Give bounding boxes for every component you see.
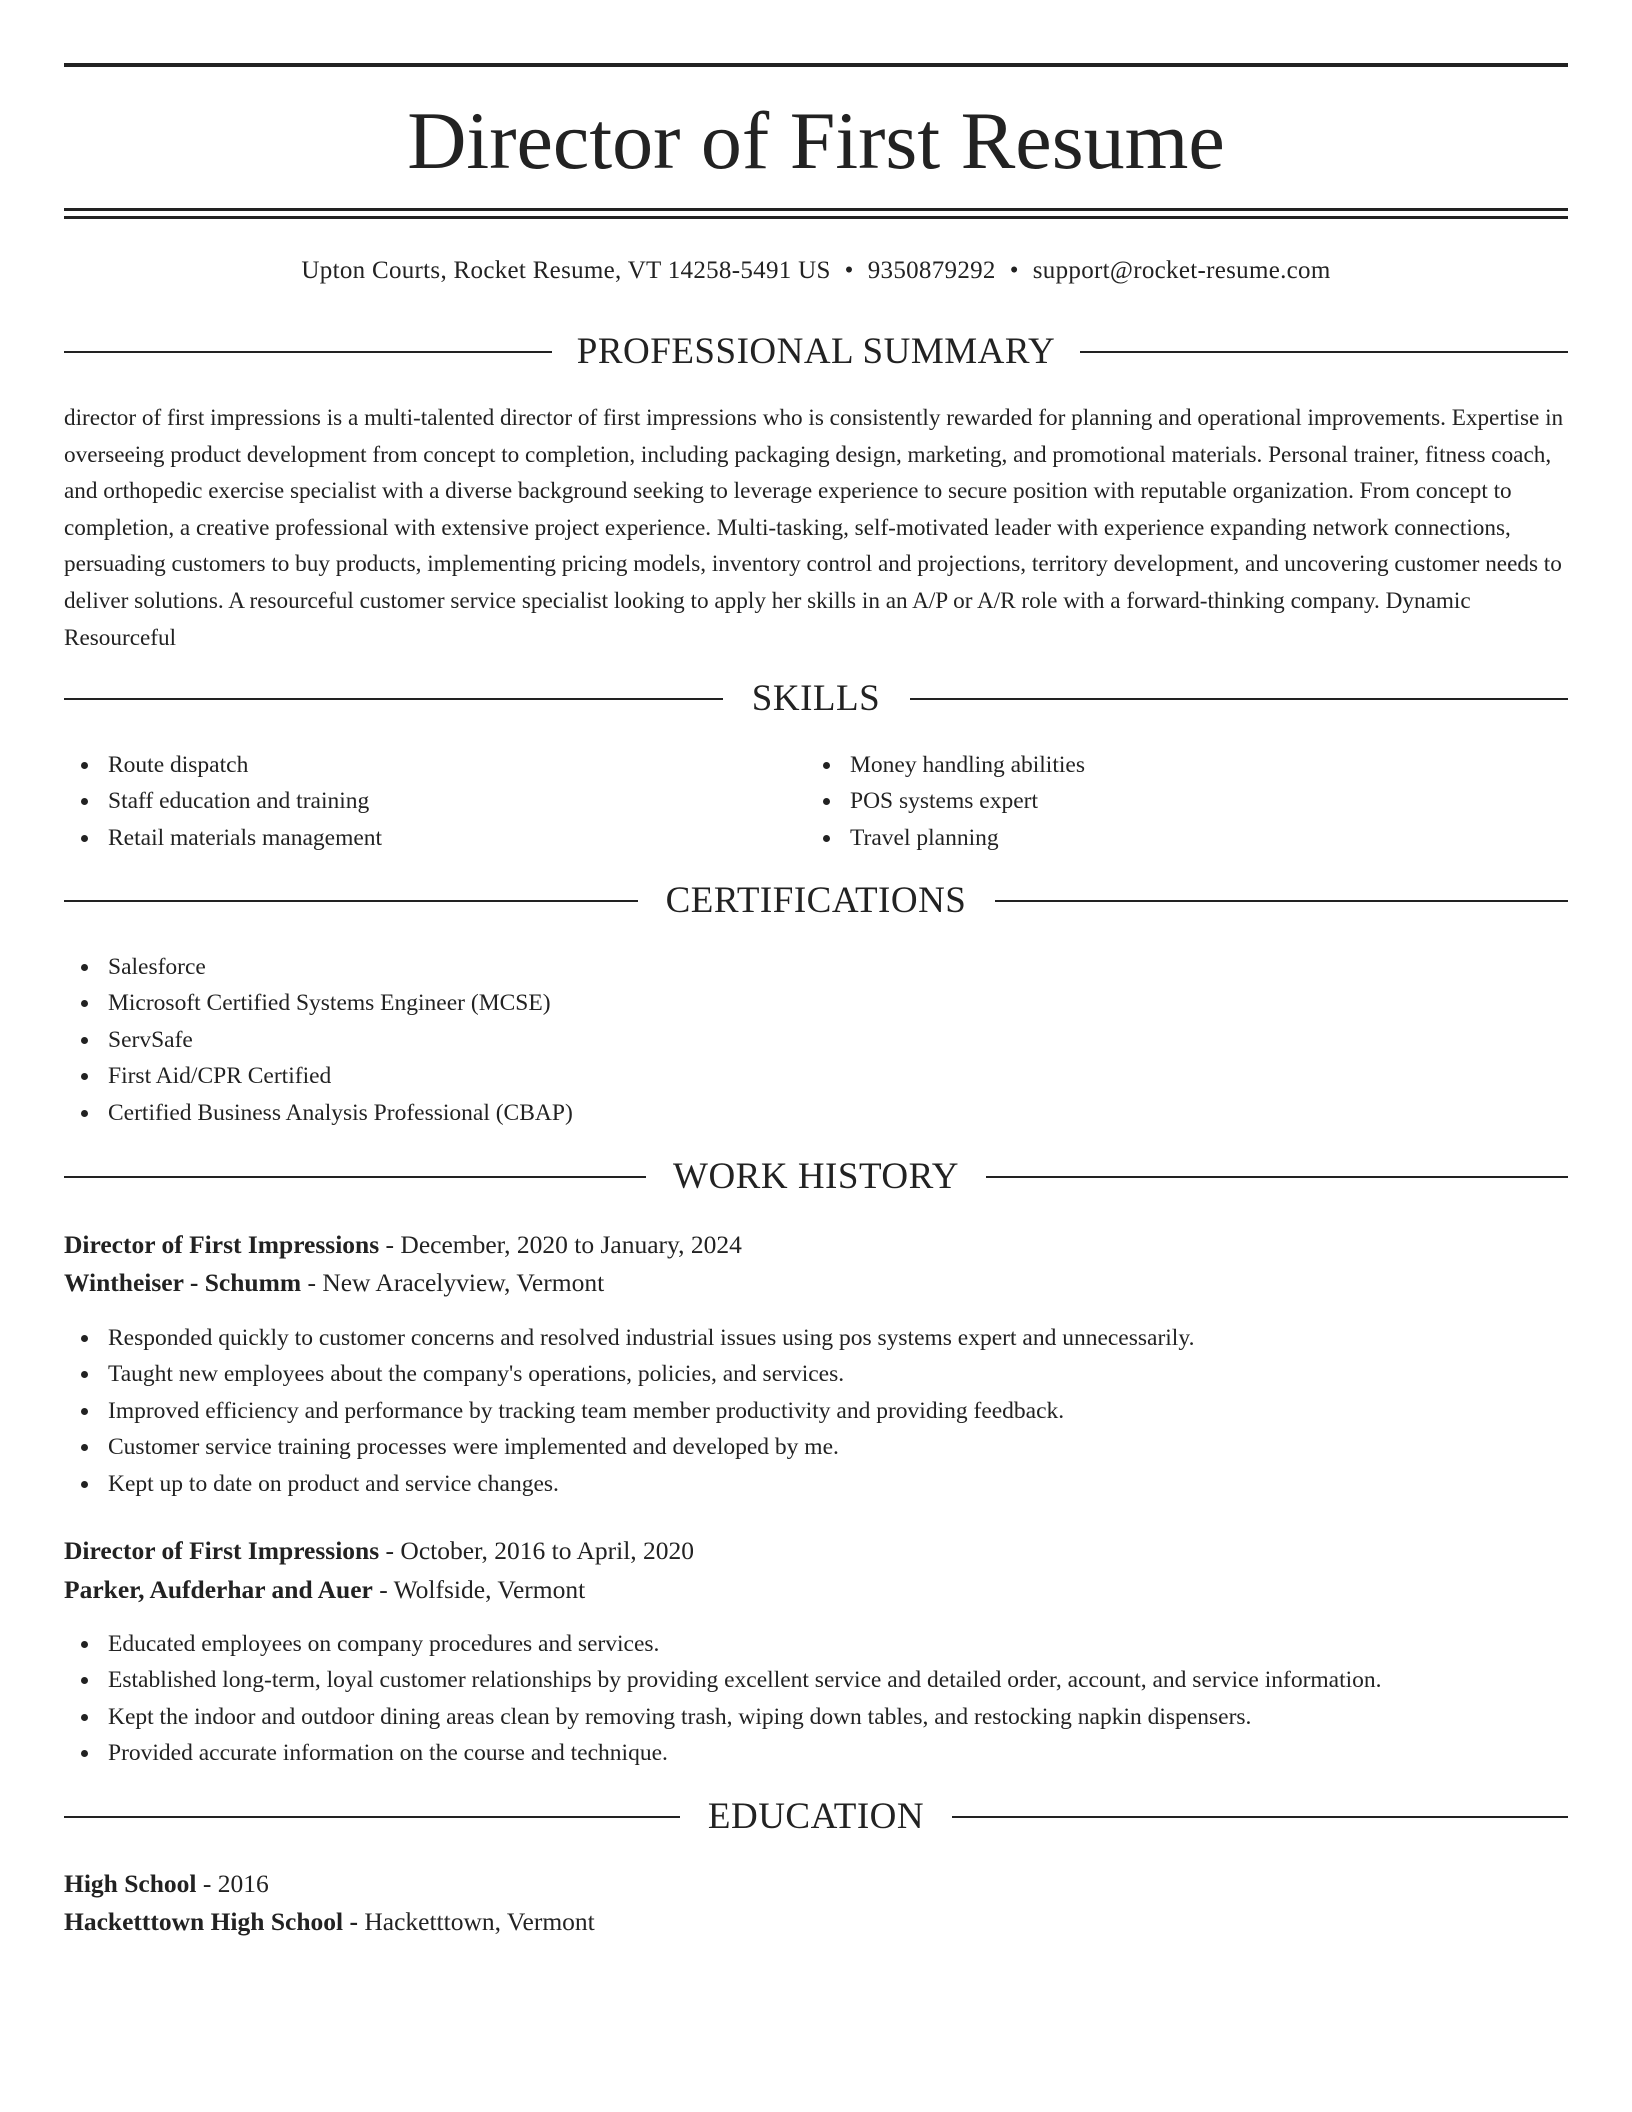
heading-rule-right (986, 1176, 1568, 1178)
job-title: Director of First Impressions (64, 1536, 380, 1565)
job-bullet: Improved efficiency and performance by tracking team member productivity and providing feedback. (64, 1393, 1194, 1429)
job-company: Wintheiser - Schumm (64, 1268, 302, 1297)
education-degree: High School (64, 1869, 197, 1898)
heading-rule-right (1080, 351, 1568, 353)
section-heading-certifications (64, 879, 1568, 923)
heading-rule-right (995, 900, 1568, 902)
job-dates: - December, 2020 to January, 2024 (379, 1230, 742, 1259)
section-heading-skills (64, 677, 1568, 721)
section-title-certifications: CERTIFICATIONS (665, 880, 967, 921)
heading-rule-right (952, 1816, 1568, 1818)
section-title-summary: PROFESSIONAL SUMMARY (576, 331, 1056, 372)
job-bullet: Taught new employees about the company's operations, policies, and services. (64, 1356, 1194, 1392)
education-degree-line (64, 1866, 269, 1902)
certification-item: Microsoft Certified Systems Engineer (MCSE) (64, 985, 573, 1021)
education-year: - 2016 (196, 1869, 269, 1898)
education-school-line (64, 1904, 595, 1940)
job-title-line (64, 1227, 742, 1263)
section-title-work: WORK HISTORY (673, 1156, 959, 1197)
section-title-skills: SKILLS (751, 678, 881, 719)
certification-item: Certified Business Analysis Professional (CBAP) (64, 1095, 573, 1131)
job-bullet: Established long-term, loyal customer relationships by providing excellent service and detailed order, account, and service information. (64, 1662, 1382, 1698)
contact-address: Upton Courts, Rocket Resume, VT 14258-5491 US (301, 257, 831, 284)
job-title-line (64, 1533, 694, 1569)
job-bullet: Responded quickly to customer concerns and resolved industrial issues using pos systems expert and unnecessarily. (64, 1320, 1194, 1356)
job-company-line (64, 1265, 604, 1301)
summary-paragraph: director of first impressions is a multi-talented director of first impressions who is consistently rewarded for planning and operational improvements. Expertise in overseeing product development from concept to completion, including packaging design, marketing, and promotional materials. Personal trainer, fitness coach, and orthopedic exercise specialist with a diverse background seeking to leverage experience to secure position with reputable organization. From concept to completion, a creative professional with extensive project experience. Multi-tasking, self-motivated leader with experience expanding network connections, persuading customers to buy products, implementing pricing models, inventory control and projections, territory development, and uncovering customer needs to deliver solutions. A resourceful customer service specialist looking to apply her skills in an A/P or A/R role with a forward-thinking company. Dynamic Resourceful (64, 405, 1564, 651)
job-company-line (64, 1572, 585, 1608)
section-heading-summary (64, 330, 1568, 374)
certifications-list (64, 949, 573, 1131)
certification-item: First Aid/CPR Certified (64, 1058, 573, 1094)
skill-item: Travel planning (806, 820, 1085, 856)
job-bullet: Provided accurate information on the course and technique. (64, 1735, 1382, 1771)
skills-list-left (64, 747, 382, 856)
skill-item: POS systems expert (806, 783, 1085, 819)
education-school-separator: - (343, 1907, 365, 1936)
job-bullets (64, 1626, 1382, 1772)
skill-item: Retail materials management (64, 820, 382, 856)
job-bullet: Customer service training processes were implemented and developed by me. (64, 1429, 1194, 1465)
skill-item: Route dispatch (64, 747, 382, 783)
job-location: - New Aracelyview, Vermont (301, 1268, 605, 1297)
header-double-rule-lower (64, 216, 1568, 219)
certification-item: Salesforce (64, 949, 573, 985)
page-title: Director of First Resume (407, 95, 1225, 186)
section-heading-education (64, 1795, 1568, 1839)
job-company: Parker, Aufderhar and Auer (64, 1575, 373, 1604)
header-top-rule (64, 63, 1568, 67)
job-bullets (64, 1320, 1194, 1502)
section-title-education: EDUCATION (707, 1796, 925, 1837)
skills-list-right (806, 747, 1085, 856)
contact-separator: • (844, 257, 854, 284)
contact-line (64, 254, 1568, 288)
contact-phone: 9350879292 (867, 257, 996, 284)
education-location: Hacketttown, Vermont (364, 1907, 595, 1936)
skill-item: Money handling abilities (806, 747, 1085, 783)
job-dates: - October, 2016 to April, 2020 (379, 1536, 695, 1565)
job-title: Director of First Impressions (64, 1230, 380, 1259)
section-heading-work (64, 1155, 1568, 1199)
skill-item: Staff education and training (64, 783, 382, 819)
contact-email: support@rocket-resume.com (1032, 257, 1331, 284)
contact-separator: • (1009, 257, 1019, 284)
header-double-rule-upper (64, 208, 1568, 211)
job-bullet: Educated employees on company procedures and services. (64, 1626, 1382, 1662)
job-location: - Wolfside, Vermont (372, 1575, 586, 1604)
certification-item: ServSafe (64, 1022, 573, 1058)
heading-rule-right (910, 698, 1568, 700)
job-bullet: Kept up to date on product and service changes. (64, 1466, 1194, 1502)
job-bullet: Kept the indoor and outdoor dining areas clean by removing trash, wiping down tables, and restocking napkin dispensers. (64, 1699, 1382, 1735)
education-school: Hacketttown High School (64, 1907, 344, 1936)
